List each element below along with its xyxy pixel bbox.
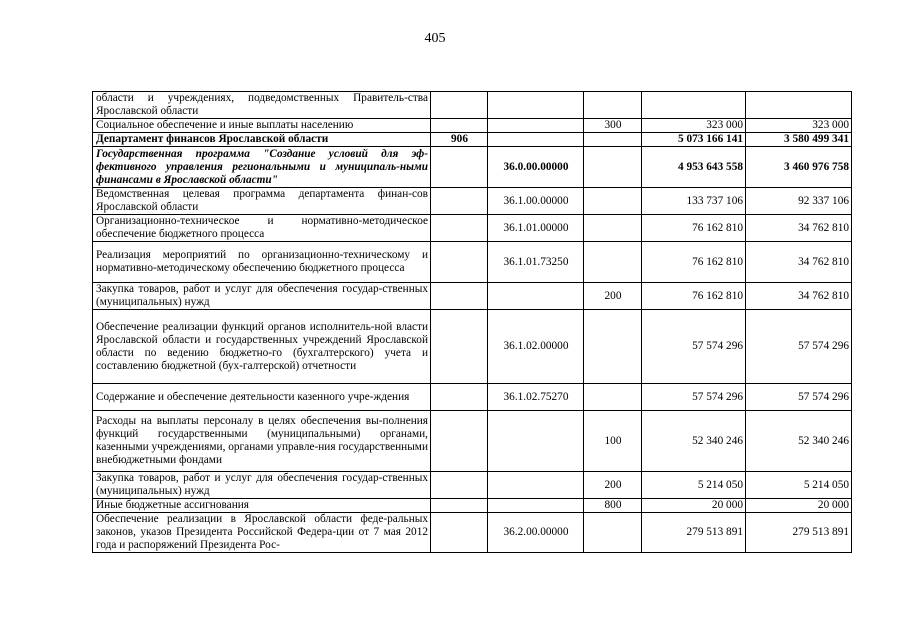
expense-type-cell <box>584 188 642 215</box>
amount-year-1-cell: 52 340 246 <box>642 411 746 472</box>
target-article-cell <box>488 499 584 513</box>
department-code-cell <box>431 411 488 472</box>
amount-year-2-cell <box>746 92 852 119</box>
expense-name-cell: Расходы на выплаты персоналу в целях обеспечения вы-полнения функций государственными (муниципальными) органами, казенными учреждениями, органами управле-ния государственными внебюджетными фондами <box>93 411 431 472</box>
amount-year-2-cell: 3 580 499 341 <box>746 133 852 147</box>
table-row <box>93 133 852 147</box>
department-code-cell <box>431 384 488 411</box>
target-article-cell <box>488 133 584 147</box>
expense-name-cell: Закупка товаров, работ и услуг для обеспечения государ-ственных (муниципальных) нужд <box>93 472 431 499</box>
expense-type-cell <box>584 133 642 147</box>
expense-name-cell: Реализация мероприятий по организационно-техническому и нормативно-методическому обеспечению бюджетного процесса <box>93 242 431 283</box>
table-row <box>93 310 852 384</box>
expense-name-cell: Ведомственная целевая программа департамента финан-сов Ярославской области <box>93 188 431 215</box>
expense-type-cell: 100 <box>584 411 642 472</box>
target-article-cell: 36.1.01.73250 <box>488 242 584 283</box>
amount-year-1-cell: 57 574 296 <box>642 310 746 384</box>
target-article-cell: 36.0.00.00000 <box>488 147 584 188</box>
table-row <box>93 499 852 513</box>
table-row <box>93 92 852 119</box>
expense-name-cell: Обеспечение реализации в Ярославской области феде-ральных законов, указов Президента Российской Федера-ции от 7 мая 2012 года и распоряжений Президента Рос- <box>93 513 431 553</box>
target-article-cell: 36.1.02.00000 <box>488 310 584 384</box>
amount-year-1-cell: 323 000 <box>642 119 746 133</box>
amount-year-1-cell: 5 214 050 <box>642 472 746 499</box>
expense-type-cell <box>584 147 642 188</box>
department-code-cell <box>431 92 488 119</box>
amount-year-2-cell: 57 574 296 <box>746 384 852 411</box>
amount-year-1-cell <box>642 92 746 119</box>
amount-year-2-cell: 34 762 810 <box>746 242 852 283</box>
expense-name-cell: Государственная программа "Создание условий для эф-фективного управления региональными и муниципаль-ными финансами в Ярославской области" <box>93 147 431 188</box>
amount-year-2-cell: 92 337 106 <box>746 188 852 215</box>
table-row <box>93 513 852 553</box>
budget-table-body <box>93 92 852 553</box>
table-row <box>93 472 852 499</box>
department-code-cell <box>431 472 488 499</box>
amount-year-2-cell: 34 762 810 <box>746 215 852 242</box>
amount-year-2-cell: 52 340 246 <box>746 411 852 472</box>
expense-name-cell: Департамент финансов Ярославской области <box>93 133 431 147</box>
amount-year-1-cell: 279 513 891 <box>642 513 746 553</box>
expense-type-cell <box>584 92 642 119</box>
amount-year-2-cell: 279 513 891 <box>746 513 852 553</box>
page-number: 405 <box>424 31 446 46</box>
amount-year-2-cell: 3 460 976 758 <box>746 147 852 188</box>
department-code-cell <box>431 147 488 188</box>
target-article-cell: 36.1.00.00000 <box>488 188 584 215</box>
table-row <box>93 147 852 188</box>
table-row <box>93 283 852 310</box>
target-article-cell <box>488 92 584 119</box>
amount-year-1-cell: 57 574 296 <box>642 384 746 411</box>
expense-type-cell: 800 <box>584 499 642 513</box>
amount-year-1-cell: 76 162 810 <box>642 283 746 310</box>
expense-type-cell <box>584 310 642 384</box>
table-row <box>93 411 852 472</box>
expense-name-cell: Обеспечение реализации функций органов исполнитель-ной власти Ярославской области и государственных учреждений Ярославской области по ведению бюджетно-го (бухгалтерского) учета и составлению бюджетной (бух-галтерской) отчетности <box>93 310 431 384</box>
target-article-cell: 36.1.02.75270 <box>488 384 584 411</box>
department-code-cell <box>431 242 488 283</box>
target-article-cell <box>488 283 584 310</box>
expense-type-cell <box>584 513 642 553</box>
department-code-cell <box>431 499 488 513</box>
department-code-cell <box>431 310 488 384</box>
target-article-cell: 36.1.01.00000 <box>488 215 584 242</box>
amount-year-2-cell: 323 000 <box>746 119 852 133</box>
expense-type-cell: 200 <box>584 283 642 310</box>
expense-type-cell <box>584 384 642 411</box>
amount-year-1-cell: 76 162 810 <box>642 242 746 283</box>
amount-year-2-cell: 57 574 296 <box>746 310 852 384</box>
department-code-cell <box>431 283 488 310</box>
target-article-cell <box>488 119 584 133</box>
target-article-cell <box>488 472 584 499</box>
amount-year-1-cell: 5 073 166 141 <box>642 133 746 147</box>
expense-type-cell <box>584 215 642 242</box>
department-code-cell <box>431 513 488 553</box>
expense-name-cell: Иные бюджетные ассигнования <box>93 499 431 513</box>
table-row <box>93 119 852 133</box>
target-article-cell <box>488 411 584 472</box>
amount-year-1-cell: 20 000 <box>642 499 746 513</box>
expense-name-cell: области и учреждениях, подведомственных Правитель-ства Ярославской области <box>93 92 431 119</box>
amount-year-2-cell: 34 762 810 <box>746 283 852 310</box>
expense-type-cell: 300 <box>584 119 642 133</box>
department-code-cell <box>431 119 488 133</box>
expense-name-cell: Закупка товаров, работ и услуг для обеспечения государ-ственных (муниципальных) нужд <box>93 283 431 310</box>
budget-table <box>92 91 852 553</box>
department-code-cell <box>431 188 488 215</box>
table-row <box>93 188 852 215</box>
table-row <box>93 384 852 411</box>
expense-type-cell: 200 <box>584 472 642 499</box>
amount-year-1-cell: 76 162 810 <box>642 215 746 242</box>
expense-type-cell <box>584 242 642 283</box>
amount-year-2-cell: 5 214 050 <box>746 472 852 499</box>
amount-year-1-cell: 133 737 106 <box>642 188 746 215</box>
target-article-cell: 36.2.00.00000 <box>488 513 584 553</box>
department-code-cell <box>431 215 488 242</box>
expense-name-cell: Социальное обеспечение и иные выплаты населению <box>93 119 431 133</box>
expense-name-cell: Организационно-техническое и нормативно-методическое обеспечение бюджетного процесса <box>93 215 431 242</box>
department-code-cell: 906 <box>431 133 488 147</box>
amount-year-1-cell: 4 953 643 558 <box>642 147 746 188</box>
table-row <box>93 215 852 242</box>
expense-name-cell: Содержание и обеспечение деятельности казенного учре-ждения <box>93 384 431 411</box>
table-row <box>93 242 852 283</box>
amount-year-2-cell: 20 000 <box>746 499 852 513</box>
